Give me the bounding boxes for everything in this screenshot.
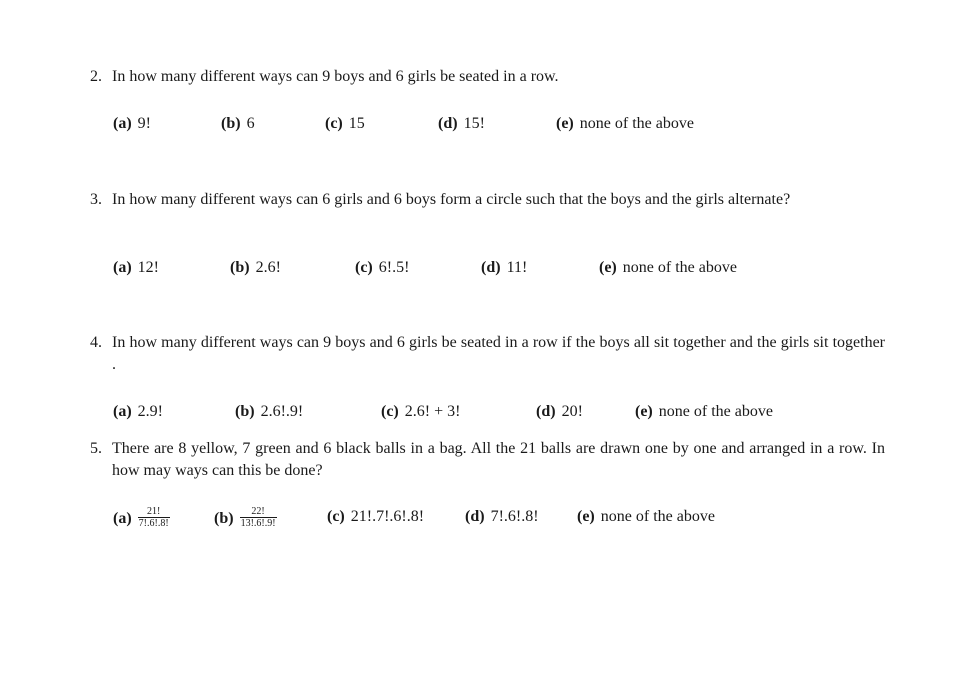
option-label: (e) <box>577 508 595 525</box>
option-label: (e) <box>599 259 617 276</box>
question-number: 5. <box>90 440 102 457</box>
option-a <box>113 259 159 277</box>
option-value: none of the above <box>622 259 737 276</box>
fraction-denominator: 13!.6!.9! <box>240 518 276 529</box>
fraction <box>138 506 170 529</box>
question-5 <box>90 438 885 482</box>
option-label: (e) <box>635 403 653 420</box>
question-text: In how many different ways can 6 girls and 6 boys form a circle such that the boys and the girls alternate? <box>112 191 791 208</box>
option-d <box>481 259 527 277</box>
option-a <box>113 508 170 531</box>
option-label: (c) <box>325 115 343 132</box>
fraction <box>240 506 277 529</box>
option-value: 20! <box>561 403 583 420</box>
option-value: 12! <box>137 259 159 276</box>
option-e <box>577 508 715 526</box>
option-label: (a) <box>113 259 132 276</box>
option-b <box>235 403 303 421</box>
option-value: 15! <box>463 115 485 132</box>
option-a <box>113 403 163 421</box>
option-label: (d) <box>481 259 501 276</box>
question-text: In how many different ways can 9 boys and 6 girls be seated in a row if the boys all sit together and the girls sit together . <box>112 334 885 373</box>
option-value: 6 <box>246 115 255 132</box>
option-value: none of the above <box>658 403 773 420</box>
option-value: 2.6! + 3! <box>404 403 461 420</box>
question-number: 2. <box>90 68 102 85</box>
option-e <box>635 403 773 421</box>
option-value: 21!.7!.6!.8! <box>350 508 425 525</box>
option-b <box>221 115 255 133</box>
option-value: 6!.5! <box>378 259 410 276</box>
option-e <box>599 259 737 277</box>
question-text: In how many different ways can 9 boys and 6 girls be seated in a row. <box>112 68 559 85</box>
option-c <box>355 259 409 277</box>
option-b <box>214 508 277 531</box>
fraction-numerator: 22! <box>240 506 277 518</box>
option-label: (d) <box>438 115 458 132</box>
option-label: (d) <box>536 403 556 420</box>
option-c <box>381 403 460 421</box>
option-label: (c) <box>327 508 345 525</box>
option-value: none of the above <box>579 115 694 132</box>
option-value: 7!.6!.8! <box>490 508 539 525</box>
question-3 <box>90 189 885 211</box>
option-c <box>325 115 365 133</box>
question-2 <box>90 66 885 88</box>
option-label: (a) <box>113 115 132 132</box>
option-label: (b) <box>214 510 234 528</box>
question-number: 3. <box>90 191 102 208</box>
option-b <box>230 259 281 277</box>
fraction-numerator: 21! <box>138 506 170 518</box>
option-label: (b) <box>221 115 241 132</box>
option-d <box>438 115 485 133</box>
option-value: 15 <box>348 115 365 132</box>
option-value: 2.6! <box>255 259 281 276</box>
option-value: 11! <box>506 259 528 276</box>
option-value: 2.6!.9! <box>260 403 304 420</box>
fraction-denominator: 7!.6!.8! <box>138 518 169 529</box>
option-label: (b) <box>235 403 255 420</box>
option-label: (c) <box>355 259 373 276</box>
option-label: (e) <box>556 115 574 132</box>
option-label: (d) <box>465 508 485 525</box>
option-a <box>113 115 151 133</box>
question-text: There are 8 yellow, 7 green and 6 black balls in a bag. All the 21 balls are drawn one by one and arranged in a row. In how may ways can this be done? <box>112 440 885 479</box>
option-c <box>327 508 424 526</box>
option-value: none of the above <box>600 508 715 525</box>
question-4 <box>90 332 885 376</box>
option-value: 2.9! <box>137 403 163 420</box>
option-value: 9! <box>137 115 151 132</box>
option-d <box>465 508 539 526</box>
question-number: 4. <box>90 334 102 351</box>
option-label: (a) <box>113 403 132 420</box>
option-label: (b) <box>230 259 250 276</box>
option-label: (a) <box>113 510 132 528</box>
option-label: (c) <box>381 403 399 420</box>
option-d <box>536 403 583 421</box>
option-e <box>556 115 694 133</box>
